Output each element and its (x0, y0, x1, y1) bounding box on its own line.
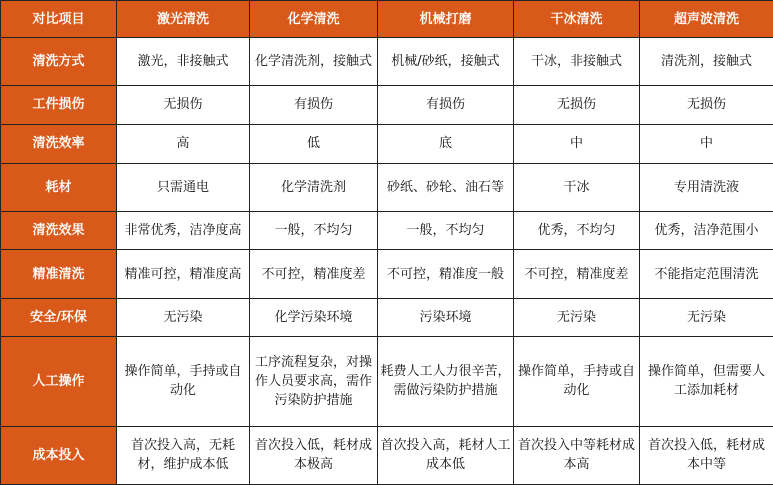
table-cell: 工序流程复杂，对操作人员要求高，需作污染防护措施 (250, 336, 378, 426)
table-cell: 优秀，洁净范围小 (640, 212, 773, 250)
row-label: 安全/环保 (1, 298, 117, 336)
table-cell: 无损伤 (117, 86, 250, 124)
table-cell: 激光，非接触式 (117, 38, 250, 86)
table-cell: 污染环境 (378, 298, 514, 336)
table-cell: 机械/砂纸，接触式 (378, 38, 514, 86)
table-row (1, 163, 773, 211)
table-cell: 不可控，精准度一般 (378, 250, 514, 298)
table-cell: 干冰，非接触式 (514, 38, 640, 86)
table-cell: 中 (640, 124, 773, 163)
table-cell: 优秀，不均匀 (514, 212, 640, 250)
table-cell: 专用清洗液 (640, 163, 773, 211)
table-cell: 高 (117, 124, 250, 163)
table-cell: 干冰 (514, 163, 640, 211)
table-cell: 无损伤 (640, 86, 773, 124)
table-cell: 只需通电 (117, 163, 250, 211)
table-cell: 有损伤 (250, 86, 378, 124)
table-cell: 化学清洗剂 (250, 163, 378, 211)
row-label: 精准清洗 (1, 250, 117, 298)
table-row (1, 124, 773, 163)
table-cell: 首次投入低，耗材成本极高 (250, 426, 378, 484)
row-label: 工件损伤 (1, 86, 117, 124)
table-cell: 一般，不均匀 (378, 212, 514, 250)
table-cell: 中 (514, 124, 640, 163)
table-cell: 无损伤 (514, 86, 640, 124)
row-label: 清洗方式 (1, 38, 117, 86)
row-label: 清洗效率 (1, 124, 117, 163)
table-cell: 首次投入低，耗材成本中等 (640, 426, 773, 484)
row-label: 清洗效果 (1, 212, 117, 250)
table-cell: 无污染 (640, 298, 773, 336)
header-dry-ice: 干冰清洗 (514, 1, 640, 38)
row-label: 耗材 (1, 163, 117, 211)
table-row (1, 250, 773, 298)
table-row (1, 336, 773, 426)
table-cell: 无污染 (117, 298, 250, 336)
table-cell: 一般，不均匀 (250, 212, 378, 250)
header-laser: 激光清洗 (117, 1, 250, 38)
table-cell: 不可控，精准度差 (514, 250, 640, 298)
table-cell: 操作简单，手持或自动化 (514, 336, 640, 426)
row-label: 成本投入 (1, 426, 117, 484)
table-cell: 操作简单，但需要人工添加耗材 (640, 336, 773, 426)
table-row (1, 298, 773, 336)
header-corner: 对比项目 (1, 1, 117, 38)
table-cell: 首次投入高，耗材人工成本低 (378, 426, 514, 484)
table-cell: 操作简单，手持或自动化 (117, 336, 250, 426)
table-cell: 砂纸、砂轮、油石等 (378, 163, 514, 211)
table-cell: 清洗剂，接触式 (640, 38, 773, 86)
table-cell: 耗费人工人力很辛苦，需做污染防护措施 (378, 336, 514, 426)
table-cell: 首次投入高，无耗材，维护成本低 (117, 426, 250, 484)
table-cell: 底 (378, 124, 514, 163)
header-chemical: 化学清洗 (250, 1, 378, 38)
header-row (1, 1, 773, 38)
table-cell: 低 (250, 124, 378, 163)
table-cell: 化学污染环境 (250, 298, 378, 336)
table-cell: 有损伤 (378, 86, 514, 124)
table-cell: 非常优秀，洁净度高 (117, 212, 250, 250)
header-mechanical: 机械打磨 (378, 1, 514, 38)
table-cell: 精准可控，精准度高 (117, 250, 250, 298)
table-cell: 无污染 (514, 298, 640, 336)
table-row (1, 212, 773, 250)
table-row (1, 86, 773, 124)
table-cell: 化学清洗剂，接触式 (250, 38, 378, 86)
table-row (1, 426, 773, 484)
table-cell: 首次投入中等耗材成本高 (514, 426, 640, 484)
table-cell: 不能指定范围清洗 (640, 250, 773, 298)
header-ultrasonic: 超声波清洗 (640, 1, 773, 38)
table-cell: 不可控，精准度差 (250, 250, 378, 298)
table-row (1, 38, 773, 86)
row-label: 人工操作 (1, 336, 117, 426)
